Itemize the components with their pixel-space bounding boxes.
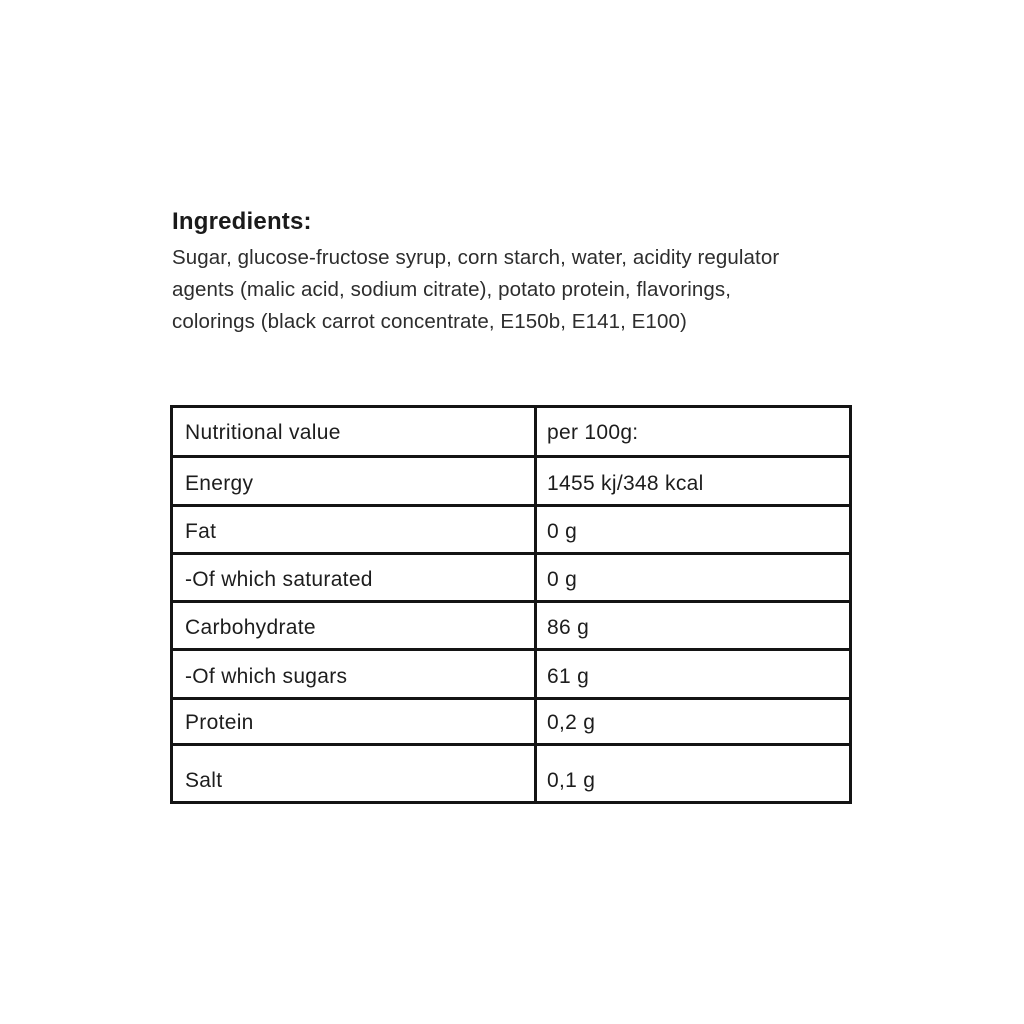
nutrient-value-cell: 0,1 g [536, 745, 851, 803]
nutrient-label-cell: Fat [172, 506, 536, 554]
ingredients-heading: Ingredients: [172, 208, 312, 235]
nutrient-label-cell: Protein [172, 699, 536, 745]
nutrition-table [170, 405, 852, 804]
nutrient-header-cell: Nutritional value [172, 407, 536, 457]
table-row [172, 650, 851, 699]
nutrient-label-cell: Salt [172, 745, 536, 803]
nutrient-value-cell: 86 g [536, 602, 851, 650]
table-header-row [172, 407, 851, 457]
amount-header-cell: per 100g: [536, 407, 851, 457]
nutrient-label-cell: -Of which sugars [172, 650, 536, 699]
nutrient-label-cell: Energy [172, 457, 536, 506]
nutrient-label-cell: -Of which saturated [172, 554, 536, 602]
ingredients-section [172, 207, 779, 338]
table-row [172, 457, 851, 506]
table-row [172, 745, 851, 803]
ingredients-text-line: colorings (black carrot concentrate, E150b, E141, E100) [172, 310, 687, 333]
nutrient-value-cell: 0 g [536, 506, 851, 554]
nutrient-value-cell: 0,2 g [536, 699, 851, 745]
table-row [172, 506, 851, 554]
nutrient-label-cell: Carbohydrate [172, 602, 536, 650]
table-row [172, 554, 851, 602]
ingredients-text-line: Sugar, glucose-fructose syrup, corn starch, water, acidity regulator [172, 246, 780, 269]
nutrient-value-cell: 61 g [536, 650, 851, 699]
nutrient-value-cell: 0 g [536, 554, 851, 602]
nutrient-value-cell: 1455 kj/348 kcal [536, 457, 851, 506]
ingredients-text-line: agents (malic acid, sodium citrate), potato protein, flavorings, [172, 278, 732, 301]
table-row [172, 602, 851, 650]
table-row [172, 699, 851, 745]
